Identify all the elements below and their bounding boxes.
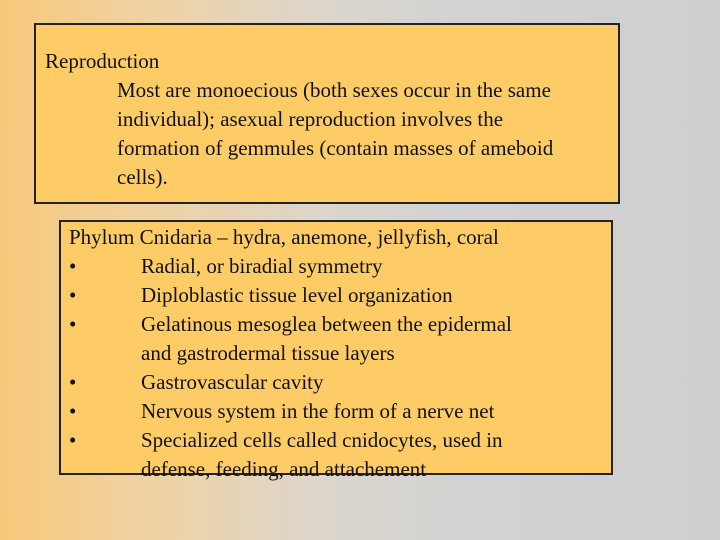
- bullet-icon: •: [69, 399, 77, 423]
- reproduction-line: individual); asexual reproduction involves the: [117, 107, 504, 131]
- cnidaria-textbox: [59, 220, 613, 481]
- list-item: [69, 397, 611, 426]
- list-item-text: Gelatinous mesoglea between the epidermal: [141, 312, 512, 336]
- list-item-text: and gastrodermal tissue layers: [141, 341, 395, 365]
- list-item-text: Nervous system in the form of a nerve net: [141, 399, 495, 423]
- list-item-text: Gastrovascular cavity: [141, 370, 324, 394]
- reproduction-line: formation of gemmules (contain masses of ameboid: [117, 136, 554, 160]
- list-item: [69, 426, 611, 484]
- list-item-text: Specialized cells called cnidocytes, used in: [141, 428, 503, 452]
- list-item-text: Radial, or biradial symmetry: [141, 254, 383, 278]
- list-item-text: Diploblastic tissue level organization: [141, 283, 453, 307]
- bullet-icon: •: [69, 312, 77, 336]
- list-item: [69, 310, 611, 368]
- bullet-icon: •: [69, 254, 77, 278]
- bullet-icon: •: [69, 370, 77, 394]
- list-item: [69, 281, 611, 310]
- reproduction-line: cells).: [117, 165, 168, 189]
- list-item: [69, 252, 611, 281]
- list-item: [69, 368, 611, 397]
- reproduction-line: Most are monoecious (both sexes occur in the same: [117, 78, 551, 102]
- cnidaria-heading: Phylum Cnidaria – hydra, anemone, jellyfish, coral: [69, 225, 499, 249]
- bullet-icon: •: [69, 283, 77, 307]
- reproduction-heading: Reproduction: [45, 49, 160, 73]
- list-item-text: defense, feeding, and attachement: [141, 457, 427, 481]
- bullet-icon: •: [69, 428, 77, 452]
- reproduction-textbox: [34, 23, 620, 204]
